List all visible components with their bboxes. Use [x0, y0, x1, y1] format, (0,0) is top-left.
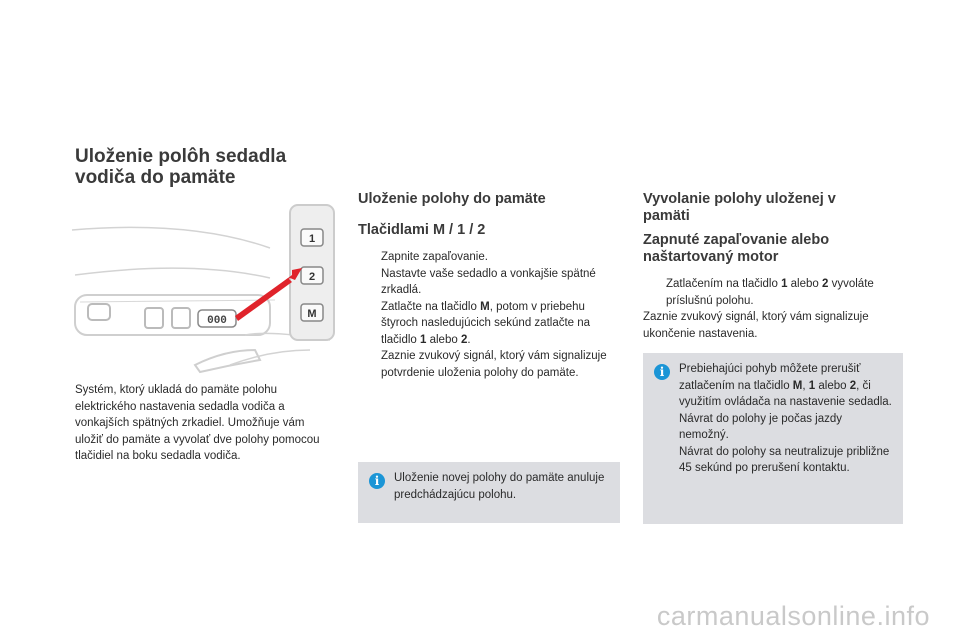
info-box-recall — [643, 353, 903, 524]
section-heading-recall: Vyvolanie polohy uloženej v pamäti — [643, 191, 836, 224]
section-heading-store: Uloženie polohy do pamäte — [358, 191, 546, 207]
info-box-store — [358, 462, 620, 523]
recall-confirmation-text: Zaznie zvukový signál, ktorý vám signalizuje ukončenie nastavenia. — [643, 311, 869, 340]
section-subheading-ignition: Zapnuté zapaľovanie alebo naštartovaný motor — [643, 232, 830, 265]
memory-button-2 — [301, 267, 323, 284]
store-steps — [358, 249, 618, 348]
memory-button-1-label: 1 — [308, 233, 316, 245]
memory-button-1 — [301, 229, 323, 246]
info-text: Uloženie novej polohy do pamäte anuluje predchádzajúcu polohu. — [394, 472, 605, 501]
page-title: Uloženie polôh sedadla vodiča do pamäte — [75, 146, 287, 188]
list-item: Zatlačením na tlačidlo 1 alebo 2 vyvoláte príslušnú polohu. — [666, 278, 874, 307]
memory-button-2-label: 2 — [308, 271, 316, 283]
memory-button-m — [301, 304, 323, 321]
list-item: Nastavte vaše sedadlo a vonkajšie spätné zrkadlá. — [381, 267, 596, 296]
info-icon: i — [654, 364, 670, 380]
list-item: Zatlačte na tlačidlo M, potom v priebehu štyroch nasledujúcich sekúnd zatlačte na tlačidlo 1 alebo 2. — [381, 300, 591, 346]
section-subheading-buttons: Tlačidlami M / 1 / 2 — [358, 222, 486, 238]
info-icon: i — [369, 473, 385, 489]
recall-steps — [643, 276, 905, 309]
store-confirmation-text: Zaznie zvukový signál, ktorý vám signalizuje potvrdenie uloženia polohy do pamäte. — [381, 350, 607, 379]
intro-text: Systém, ktorý ukladá do pamäte polohu elektrického nastavenia sedadla vodiča a vonkajších spätných zrkadiel. Umožňuje vám uložiť do pamäte a vyvolať dve polohy pomocou tlačidiel na boku sedadla vodiča. — [75, 384, 320, 462]
panel-code: 000 — [207, 315, 227, 327]
list-item: Zapnite zapaľovanie. — [381, 251, 488, 263]
info-text: Prebiehajúci pohyb môžete prerušiť zatlačením na tlačidlo M, 1 alebo 2, či využitím ovládača na nastavenie sedadla. — [679, 363, 892, 408]
seat-illustration — [70, 200, 340, 375]
memory-button-m-label: M — [307, 308, 317, 320]
info-text: Návrat do polohy je počas jazdy nemožný. — [679, 412, 843, 441]
info-text: Návrat do polohy sa neutralizuje približne 45 sekúnd po prerušení kontaktu. — [679, 445, 890, 474]
watermark: carmanualsonline.info — [656, 601, 930, 631]
